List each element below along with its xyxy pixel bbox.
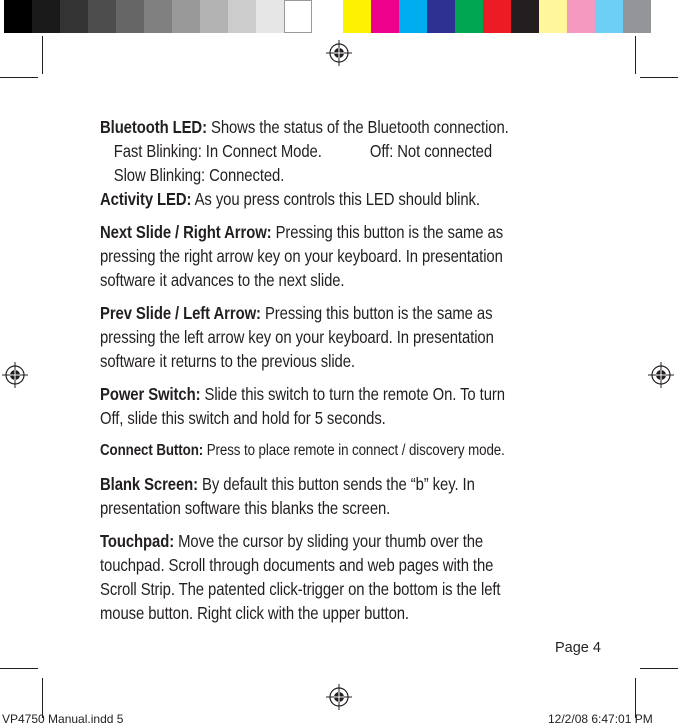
grayscale-color-bar: [4, 0, 312, 33]
registration-mark-icon: [648, 362, 674, 388]
crop-mark: [640, 77, 678, 78]
description: By default this button sends the “b” key. In presentation software this blanks the screen.: [100, 474, 475, 518]
crop-mark: [640, 668, 678, 669]
description: Move the cursor by sliding your thumb over the touchpad. Scroll through documents and web pages with the Scroll Strip. The patented click-trigger on the bottom is the left mouse button. Right click with the upper button.: [100, 531, 501, 623]
color-swatch: [539, 0, 567, 33]
section-touchpad: [100, 529, 521, 625]
color-swatch: [567, 0, 595, 33]
color-swatch: [371, 0, 399, 33]
color-swatch: [343, 0, 371, 33]
process-color-bar: [343, 0, 651, 33]
term: Power Switch:: [100, 384, 201, 404]
term: Activity LED:: [100, 189, 192, 209]
color-swatch: [116, 0, 144, 33]
crop-mark: [0, 668, 38, 669]
color-swatch: [4, 0, 32, 33]
section-connect-button: [100, 439, 521, 463]
color-swatch: [483, 0, 511, 33]
description: As you press controls this LED should blink.: [191, 189, 480, 209]
registration-mark-icon: [326, 40, 352, 66]
page-number: Page 4: [555, 640, 601, 656]
bluetooth-state-slow: Slow Blinking: Connected.: [113, 165, 285, 185]
term: Prev Slide / Left Arrow:: [100, 303, 261, 323]
term: Next Slide / Right Arrow:: [100, 222, 272, 242]
color-swatch: [144, 0, 172, 33]
section-blank-screen: [100, 472, 521, 520]
color-swatch: [595, 0, 623, 33]
color-swatch: [511, 0, 539, 33]
section-next-slide: [100, 220, 521, 292]
term: Touchpad:: [100, 531, 175, 551]
color-swatch: [284, 0, 312, 33]
section-prev-slide: [100, 301, 521, 373]
bluetooth-state-fast: Fast Blinking: In Connect Mode.: [113, 141, 322, 161]
description: Pressing this button is the same as pressing the right arrow key on your keyboard. In presentation software it advances to the next slide.: [100, 222, 504, 290]
color-swatch: [88, 0, 116, 33]
registration-mark-icon: [326, 684, 352, 710]
term: Blank Screen:: [100, 474, 199, 494]
color-swatch: [427, 0, 455, 33]
color-swatch: [256, 0, 284, 33]
section-power-switch: [100, 382, 521, 430]
description: Press to place remote in connect / discovery mode.: [203, 442, 505, 459]
description: Pressing this button is the same as pressing the left arrow key on your keyboard. In presentation software it returns to the previous slide.: [100, 303, 494, 371]
crop-mark: [0, 77, 38, 78]
color-swatch: [60, 0, 88, 33]
color-swatch: [172, 0, 200, 33]
color-swatch: [623, 0, 651, 33]
crop-mark: [635, 36, 636, 74]
color-swatch: [399, 0, 427, 33]
color-swatch: [228, 0, 256, 33]
section-bluetooth-led: [100, 115, 521, 139]
bluetooth-state-off: Off: Not connected: [369, 141, 493, 161]
section-activity-led: [100, 187, 521, 211]
bluetooth-state-line: [100, 139, 521, 163]
registration-mark-icon: [2, 362, 28, 388]
file-slug: VP4750 Manual.indd 5: [2, 712, 124, 726]
color-swatch: [455, 0, 483, 33]
description: Slide this switch to turn the remote On. To turn Off, slide this switch and hold for 5 seconds.: [100, 384, 505, 428]
timestamp-slug: 12/2/08 6:47:01 PM: [548, 712, 653, 726]
color-swatch: [32, 0, 60, 33]
term: Connect Button:: [100, 442, 204, 459]
color-swatch: [200, 0, 228, 33]
description: Shows the status of the Bluetooth connection.: [206, 117, 509, 137]
crop-mark: [42, 36, 43, 74]
term: Bluetooth LED:: [100, 117, 207, 137]
manual-body: [100, 115, 521, 625]
